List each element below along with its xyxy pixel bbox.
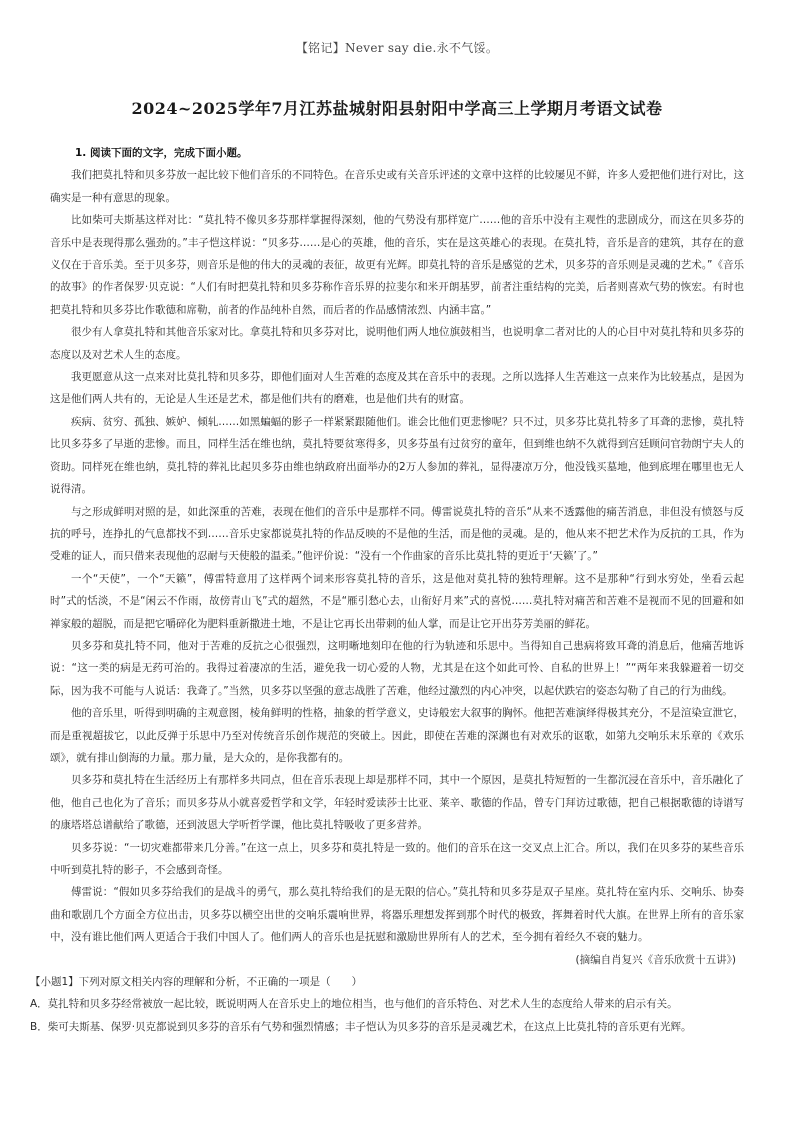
passage-paragraph: 傅雷说：“假如贝多芬给我们的是战斗的勇气，那么莫扎特给我们的是无限的信心。”莫扎特和贝多芬是双子星座。莫扎特在室内乐、交响乐、协奏曲和歌剧几个方面全方位出击，贝多芬以横空出世的交响乐震响世界，将器乐理想发挥到那个时代的极致，挥舞着时代大旗。在世界上所有的音乐家中，没有谁比他们两人更适合于我们中国人了。他们两人的音乐也是抚慰和激励世界所有人的艺术，至今拥有着经久不衰的魅力。 (50, 886, 744, 944)
question-body (30, 142, 744, 1038)
passage-paragraph: 贝多芬和莫扎特不同，他对于苦难的反抗之心很强烈，这明晰地刻印在他的行为轨迹和乐思中。当得知自己患病将致耳聋的消息后，他痛苦地诉说：“这一类的病是无药可治的。我得过着凄凉的生活，避免我一切心爱的人物，尤其是在这个如此可怜、自私的世界上！”“两年来我躲避着一切交际，因为我不可能与人说话：我聋了。”当然，贝多芬以坚强的意志战胜了苦难，他经过激烈的内心冲突，以起伏跌宕的姿态勾勒了自己的行为曲线。 (50, 639, 744, 697)
sub-question-prompt: 【小题1】下列对原文相关内容的理解和分析，不正确的一项是（ ） (30, 976, 363, 989)
source-citation: (摘编自肖复兴《音乐欣赏十五讲》) (575, 953, 736, 966)
passage-paragraph: 贝多芬说：“一切灾难都带来几分善。”在这一点上，贝多芬和莫扎特是一致的。他们的音乐在这一交叉点上汇合。所以，我们在贝多芬的某些音乐中听到莫扎特的影子，不会感到奇怪。 (50, 841, 744, 876)
passage-paragraph: 疾病、贫穷、孤独、嫉妒、倾轧……如黑蝙蝠的影子一样紧紧跟随他们。谁会比他们更悲惨呢？只不过，贝多芬比莫扎特多了耳聋的悲惨，莫扎特比贝多芬多了早逝的悲惨。而且，同样生活在维也纳，莫扎特要贫寒得多，贝多芬虽有过贫穷的童年，但到维也纳不久就得到宫廷顾问官勃朗宁夫人的资助。同样死在维也纳，莫扎特的葬礼比起贝多芬由维也纳政府出面举办的2万人参加的葬礼，显得凄凉万分，他没钱买墓地，他到底埋在哪里也无人说得清。 (50, 415, 744, 496)
exam-title: 2024~2025学年7月江苏盐城射阳县射阳中学高三上学期月考语文试卷 (131, 99, 663, 118)
passage-paragraph: 一个“天使”，一个“天籁”，傅雷特意用了这样两个词来形容莫扎特的音乐，这是他对莫扎特的独特理解。这不是那种“行到水穷处，坐看云起时”式的恬淡，不是“闲云不作雨，故傍青山飞”式的超然，不是“雁引愁心去，山衔好月来”式的喜悦……莫扎特对痛苦和苦难不是视而不见的回避和如禅家般的超脱，而是把它嚼碎化为肥料重新撒进土地，不是让它再长出带刺的仙人掌，而是让它开出芬芳美丽的鲜花。 (50, 572, 744, 630)
motto-header: 【铭记】Never say die.永不气馁。 (295, 41, 499, 55)
passage-paragraph: 我更愿意从这一点来对比莫扎特和贝多芬，即他们面对人生苦难的态度及其在音乐中的表现。之所以选择人生苦难这一点来作为比较基点，是因为这是他们两人共有的，无论是人生还是艺术，都是他们共有的磨难，也是他们共有的财富。 (50, 371, 744, 406)
passage-paragraph: 与之形成鲜明对照的是，如此深重的苦难，表现在他们的音乐中是那样不同。傅雷说莫扎特的音乐“从来不透露他的痛苦消息，非但没有愤怒与反抗的呼号，连挣扎的气息都找不到……音乐史家都说莫扎特的作品反映的不是他的生活，而是他的灵魂。是的，他从来不把艺术作为反抗的工具，作为受难的证人，而只借来表现他的忍耐与天使般的温柔。”他评价说：“没有一个作曲家的音乐比莫扎特的更近于‘天籁’了。” (50, 505, 744, 563)
answer-option-b[interactable]: B．柴可夫斯基、保罗·贝克都说到贝多芬的音乐有气势和强烈情感；丰子恺认为贝多芬的音乐是灵魂艺术，在这点上比莫扎特的音乐更有光辉。 (30, 1020, 692, 1033)
passage-paragraph: 他的音乐里，听得到明确的主观意图，棱角鲜明的性格，抽象的哲学意义，史诗般宏大叙事的胸怀。他把苦难演绎得极其充分，不是渲染宣泄它，而是重视超拔它，以此反弹于乐思中乃至对传统音乐创作规范的突破上。因此，即使在苦难的深渊也有对欢乐的讴歌，如第九交响乐末乐章的《欢乐颂》，就有排山倒海的力量。那力量，是大众的，是你我都有的。 (50, 707, 744, 764)
question-heading: 1. 阅读下面的文字，完成下面小题。 (75, 147, 248, 159)
passage-paragraph: 很少有人拿莫扎特和其他音乐家对比。拿莫扎特和贝多芬对比，说明他们两人地位旗鼓相当，也说明拿二者对比的人的心目中对莫扎特和贝多芬的态度以及对艺术人生的态度。 (50, 326, 744, 361)
passage-paragraph: 贝多芬和莫扎特在生活经历上有那样多共同点，但在音乐表现上却是那样不同，其中一个原因，是莫扎特短暂的一生都沉浸在音乐中，音乐融化了他，他自己也化为了音乐；而贝多芬从小就喜爱哲学和文学，年轻时爱读莎士比亚、莱辛、歌德的作品，曾专门拜访过歌德，把自己根据歌德的诗谱写的康塔塔总谱献给了歌德，还到波恩大学听哲学课，他比莫扎特吸收了更多营养。 (50, 774, 744, 832)
answer-option-a[interactable]: A．莫扎特和贝多芬经常被放一起比较，既说明两人在音乐史上的地位相当，也与他们的音乐特色、对艺术人生的态度给人带来的启示有关。 (30, 998, 678, 1011)
passage-paragraph: 比如柴可夫斯基这样对比：“莫扎特不像贝多芬那样掌握得深刻，他的气势没有那样宽广……他的音乐中没有主观性的悲剧成分，而这在贝多芬的音乐中是表现得那么强劲的。”丰子恺这样说：“贝多芬……是心的英雄，他的音乐，实在是这英雄心的表现。在莫扎特，音乐是音的建筑，其存在的意义仅在于音乐美。至于贝多芬，则音乐是他的伟大的灵魂的表征，故更有光辉。即莫扎特的音乐是感觉的艺术，贝多芬的音乐则是灵魂的艺术。”《音乐的故事》的作者保罗·贝克说：“人们有时把莫扎特和贝多芬称作音乐界的拉斐尔和米开朗基罗，前者注重结构的完美，后者则喜欢气势的恢宏。有时也把莫扎特和贝多芬比作歌德和席勒，前者的作品纯朴自然，而后者的作品感情浓烈、内涵丰富。” (50, 214, 744, 316)
passage-paragraph: 我们把莫扎特和贝多芬放一起比较下他们音乐的不同特色。在音乐史或有关音乐评述的文章中这样的比较屡见不鲜，许多人爱把他们进行对比，这确实是一种有意思的现象。 (50, 169, 744, 204)
